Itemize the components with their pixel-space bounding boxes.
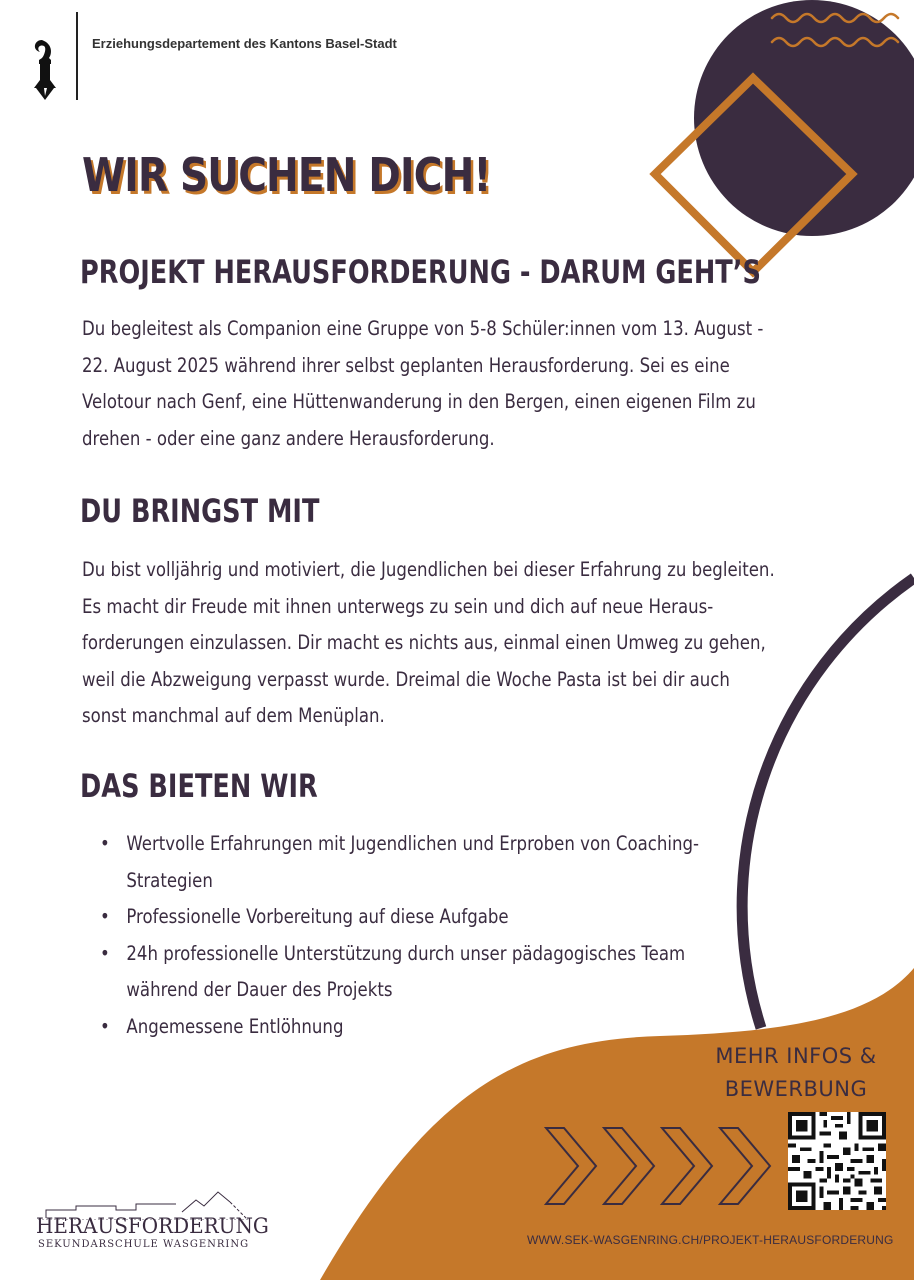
section-text-bringst	[82, 552, 813, 735]
list-item-line: Professionelle Vorbereitung auf diese Aufgabe	[126, 905, 509, 928]
section-heading-bringst: DU BRINGST MIT	[80, 492, 320, 530]
list-item	[100, 826, 729, 899]
chevron-right-icon	[720, 1128, 770, 1204]
logo-name: HERAUSFORDERUNG	[36, 1214, 269, 1238]
logo	[36, 1190, 269, 1254]
text-line: drehen - oder eine ganz andere Herausforderung.	[82, 426, 495, 450]
website-url[interactable]: WWW.SEK-WASGENRING.CH/PROJEKT-HERAUSFORDERUNG	[527, 1233, 894, 1247]
bullet-icon: •	[100, 832, 110, 855]
list-item-line: während der Dauer des Projekts	[126, 978, 393, 1001]
logo-subtitle: SEKUNDARSCHULE WASGENRING	[38, 1239, 250, 1250]
text-line: Du begleitest als Companion eine Gruppe von 5-8 Schüler:innen vom 13. August -	[82, 317, 764, 340]
chevron-arrows	[544, 1126, 774, 1206]
text-line: forderungen einzulassen. Dir macht es nichts aus, einmal einen Umweg zu gehen,	[82, 631, 766, 654]
list-item	[100, 1009, 729, 1046]
list-item-line: 24h professionelle Unterstützung durch unser pädagogisches Team	[126, 941, 686, 965]
section-heading-bieten: DAS BIETEN WIR	[80, 767, 318, 805]
section-heading-projekt: PROJEKT HERAUSFORDERUNG - DARUM GEHT’S	[80, 253, 761, 291]
text-line: Velotour nach Genf, eine Hüttenwanderung in den Bergen, einen eigenen Film zu	[82, 390, 756, 413]
benefits-list	[100, 826, 729, 1045]
list-item-line: Strategien	[126, 868, 213, 892]
header-divider	[76, 12, 78, 100]
text-line: Du bist volljährig und motiviert, die Jugendlichen bei dieser Erfahrung zu begleiten.	[82, 558, 775, 581]
bullet-icon: •	[100, 941, 110, 965]
chevron-right-icon	[662, 1128, 712, 1204]
text-line: Es macht dir Freude mit ihnen unterwegs zu sein und dich auf neue Heraus-	[82, 594, 714, 618]
list-item	[100, 936, 729, 1009]
qr-code-icon[interactable]	[788, 1112, 886, 1210]
chevron-right-icon	[546, 1128, 596, 1204]
text-line: weil die Abzweigung verpasst wurde. Dreimal die Woche Pasta ist bei dir auch	[82, 667, 730, 691]
list-item	[100, 899, 729, 936]
cta-text	[700, 1040, 892, 1106]
cta-line: MEHR INFOS &	[715, 1044, 877, 1068]
chevron-right-icon	[604, 1128, 654, 1204]
basel-crest-icon	[30, 38, 60, 100]
top-right-dark-circle	[694, 0, 914, 236]
list-item-line: Angemessene Entlöhnung	[126, 1014, 344, 1038]
bullet-icon: •	[100, 905, 110, 928]
list-item-line: Wertvolle Erfahrungen mit Jugendlichen und Erproben von Coaching-	[126, 832, 699, 855]
section-text-projekt	[82, 311, 813, 457]
text-line: sonst manchmal auf dem Menüplan.	[82, 704, 385, 727]
bullet-icon: •	[100, 1014, 110, 1038]
cta-line: BEWERBUNG	[724, 1077, 868, 1101]
text-line: 22. August 2025 während ihrer selbst geplanten Herausforderung. Sei es eine	[82, 353, 730, 377]
main-title: WIR SUCHEN DICH!	[82, 148, 491, 202]
department-name: Erziehungsdepartement des Kantons Basel-Stadt	[92, 36, 397, 51]
